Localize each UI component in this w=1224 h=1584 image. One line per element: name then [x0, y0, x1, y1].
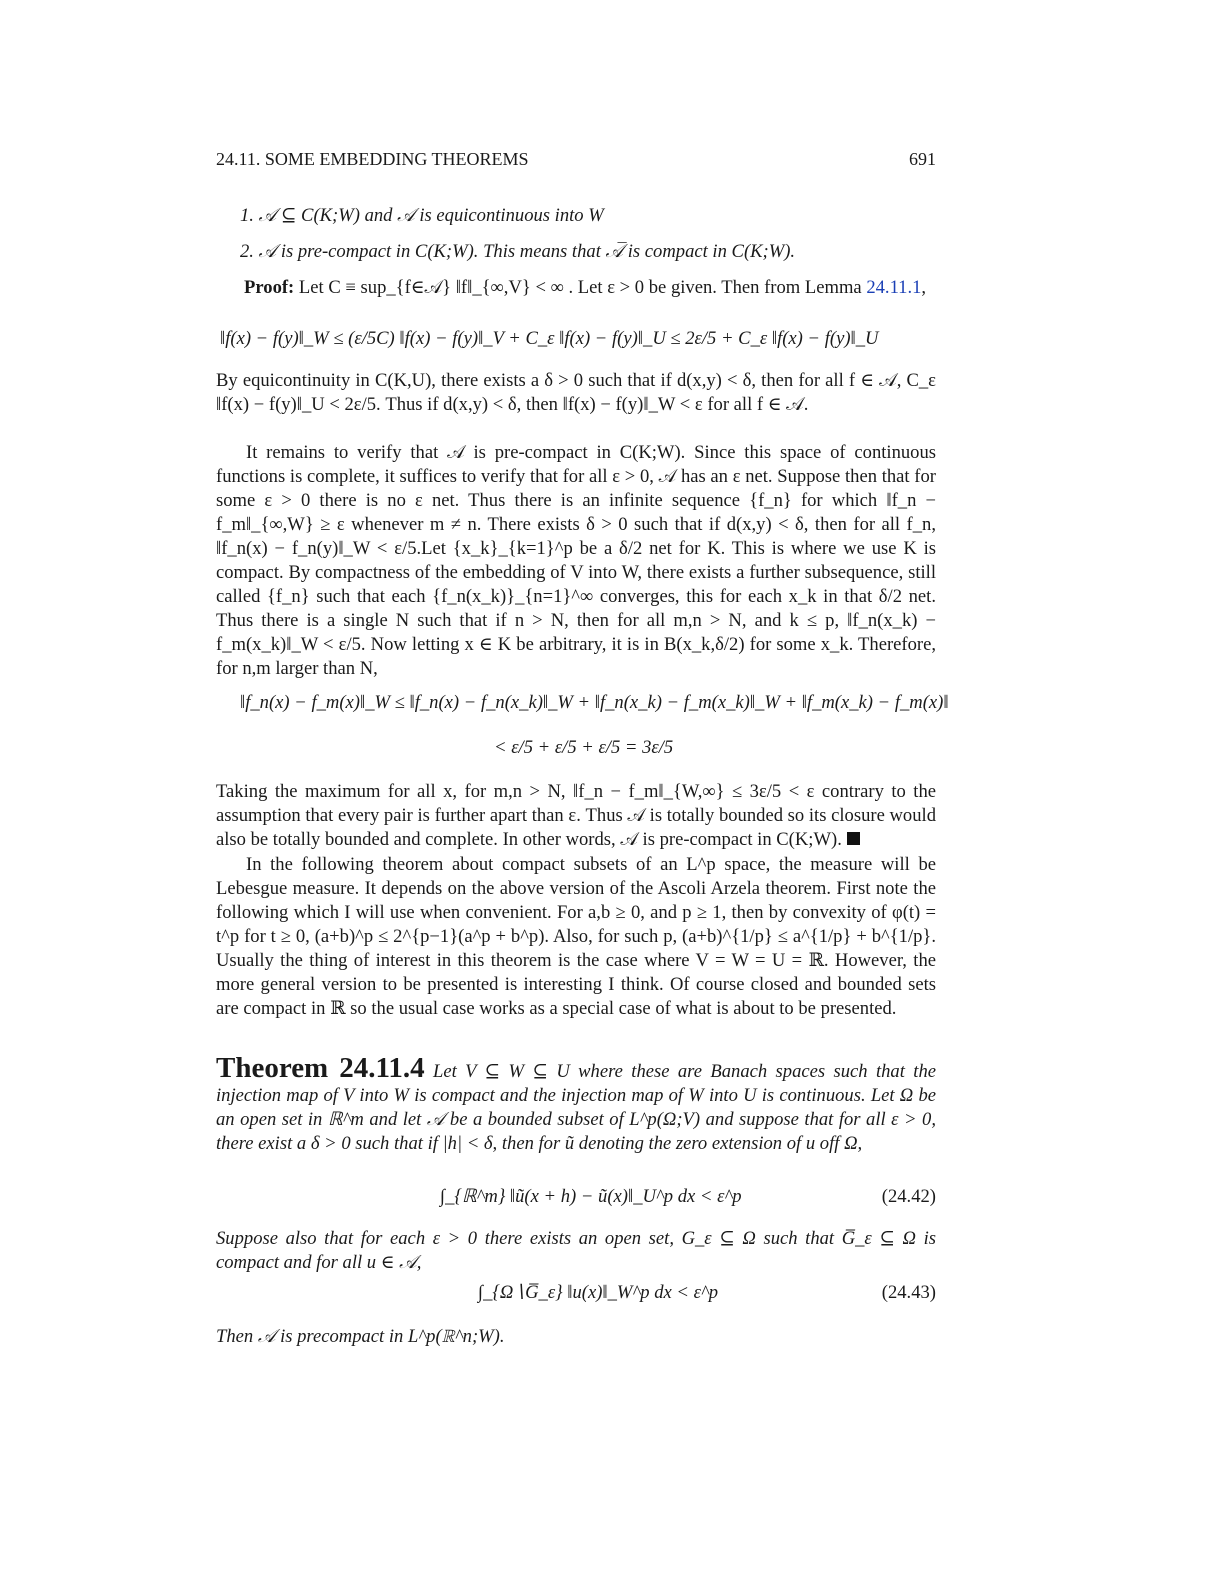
theorem-hypothesis-2: Suppose also that for each ε > 0 there exists an open set, G_ε ⊆ Ω such that G̅_ε ⊆ Ω is compact and for all u ∈ 𝒜,: [216, 1228, 936, 1273]
conclusion-text: Taking the maximum for all x, for m,n > N, ‖f_n − f_m‖_{W,∞} ≤ 3ε/5 < ε contrary to the assumption that every pair is further apart than ε. Thus 𝒜 is totally bounded so its closure would also be totally bounded and complete. In other words, 𝒜 is pre-compact in C(K;W).: [216, 781, 936, 850]
proof-end-punct: ,: [921, 277, 927, 298]
equation-24-43: ∫_{Ω∖G̅_ε} ‖u(x)‖_W^p dx < ε^p: [478, 1282, 719, 1303]
equation-1: ‖f(x) − f(y)‖_W ≤ (ε/5C) ‖f(x) − f(y)‖_V + C_ε ‖f(x) − f(y)‖_U ≤ 2ε/5 + C_ε ‖f(x) − f(y)‖_U: [220, 328, 879, 349]
theorem-text: Let V ⊆ W ⊆ U where these are Banach spaces such that the injection map of V into W is compact and the injection map of W into U is continuous. Let Ω be an open set in ℝ^m and let 𝒜 be a bounded subset of L^p(Ω;V) and suppose that for all ε > 0, there exist a δ > 0 such that if |h| < δ, then for ũ denoting the zero extension of u off Ω,: [216, 1061, 936, 1154]
equation-24-42: ∫_{ℝ^m} ‖ũ(x + h) − ũ(x)‖_U^p dx < ε^p: [440, 1186, 742, 1207]
paragraph-lp-intro: In the following theorem about compact subsets of an L^p space, the measure will be Lebesgue measure. It depends on the above version of the Ascoli Arzela theorem. First note the following which I will use when convenient. For a,b ≥ 0, and p ≥ 1, then by convexity of φ(t) = t^p for t ≥ 0, (a+b)^p ≤ 2^{p−1}(a^p + b^p). Also, for such p, (a+b)^{1/p} ≤ a^{1/p} + b^{1/p}. Usually the thing of interest in this theorem is the case where V = W = U = ℝ. However, the more general version to be presented is interesting I think. Of course closed and bounded sets are compact in ℝ so the usual case works as a special case of what is about to be presented.: [216, 854, 936, 1019]
lemma-link[interactable]: 24.11.1: [866, 277, 922, 298]
proof-start: [244, 276, 936, 300]
paragraph-conclusion: [216, 780, 936, 852]
list-item-2: 2. 𝒜 is pre-compact in C(K;W). This means that 𝒜̅ is compact in C(K;W).: [240, 241, 796, 262]
theorem-conclusion: Then 𝒜 is precompact in L^p(ℝ^n;W).: [216, 1326, 505, 1347]
proof-label: Proof:: [244, 277, 295, 298]
section-title: 24.11. SOME EMBEDDING THEOREMS: [216, 149, 529, 169]
theorem-block: [216, 1052, 936, 1156]
running-header: [216, 149, 936, 170]
theorem-label: Theorem 24.11.4: [216, 1052, 425, 1084]
paragraph-precompact: It remains to verify that 𝒜 is pre-compact in C(K;W). Since this space of continuous functions is complete, it suffices to verify that for all ε > 0, 𝒜 has an ε net. Suppose then that for some ε > 0 there is no ε net. Thus there is an infinite sequence {f_n} for which ‖f_n − f_m‖_{∞,W} ≥ ε whenever m ≠ n. There exists δ > 0 such that if d(x,y) < δ, then for all f_n, ‖f_n(x) − f_n(y)‖_W < ε/5.Let {x_k}_{k=1}^p be a δ/2 net for K. This is where we use K is compact. By compactness of the embedding of V into W, there exists a further subsequence, still called {f_n} such that each {f_n(x_k)}_{n=1}^∞ converges, this for each x_k in that δ/2 net. Thus there is a single N such that if n > N, then for all m,n > N, and k ≤ p, ‖f_n(x_k) − f_m(x_k)‖_W < ε/5. Now letting x ∈ K be arbitrary, it is in B(x_k,δ/2) for some x_k. Therefore, for n,m larger than N,: [216, 442, 936, 679]
equation-number-24-43: (24.43): [881, 1282, 936, 1303]
proof-text: Let C ≡ sup_{f∈𝒜} ‖f‖_{∞,V} < ∞ . Let ε > 0 be given. Then from Lemma: [298, 277, 862, 298]
equation-2-line-2: < ε/5 + ε/5 + ε/5 = 3ε/5: [494, 737, 674, 758]
equation-number-24-42: (24.42): [881, 1186, 936, 1207]
qed-square-icon: [847, 832, 860, 845]
list-item-1: 1. 𝒜 ⊆ C(K;W) and 𝒜 is equicontinuous into W: [240, 205, 604, 226]
page-number: 691: [909, 149, 936, 169]
paragraph-equicontinuity: By equicontinuity in C(K,U), there exists a δ > 0 such that if d(x,y) < δ, then for all f ∈ 𝒜, C_ε ‖f(x) − f(y)‖_U < 2ε/5. Thus if d(x,y) < δ, then ‖f(x) − f(y)‖_W < ε for all f ∈ 𝒜.: [216, 370, 936, 415]
equation-2-line-1: ‖f_n(x) − f_m(x)‖_W ≤ ‖f_n(x) − f_n(x_k)‖_W + ‖f_n(x_k) − f_m(x_k)‖_W + ‖f_m(x_k) − f_m(x)‖: [240, 692, 949, 713]
